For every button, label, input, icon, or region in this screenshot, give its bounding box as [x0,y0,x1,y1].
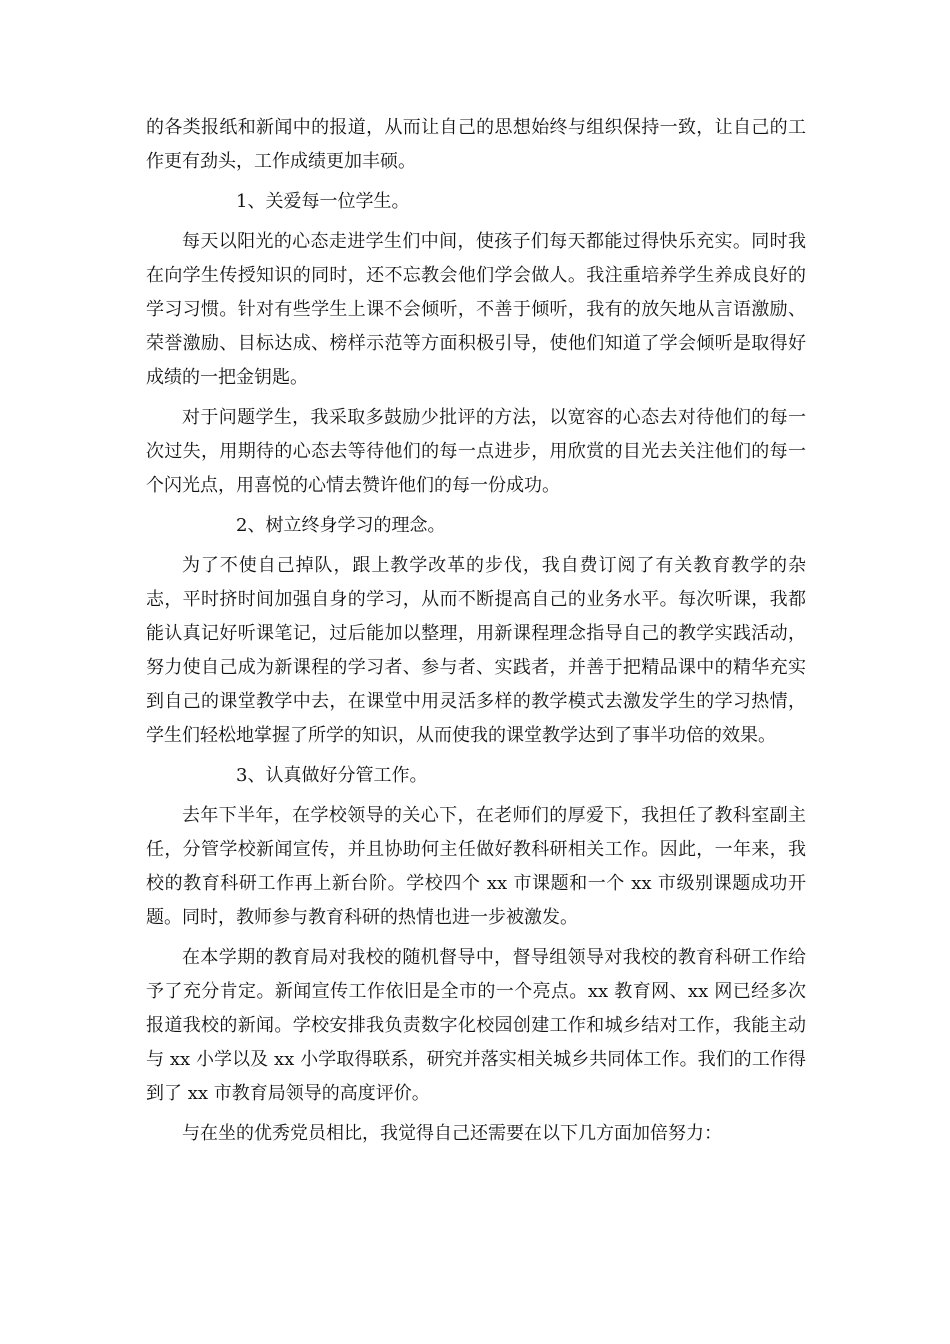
paragraph: 对于问题学生，我采取多鼓励少批评的方法，以宽容的心态去对待他们的每一次过失，用期待的心态去等待他们的每一点进步，用欣赏的目光去关注他们的每一个闪光点，用喜悦的心情去赞许他们的每一份成功。 [146,407,806,496]
paragraph: 与在坐的优秀党员相比，我觉得自己还需要在以下几方面加倍努力： [182,1123,722,1144]
document-body [146,111,806,1157]
paragraph-continuation: 的各类报纸和新闻中的报道，从而让自己的思想始终与组织保持一致，让自己的工作更有劲头，工作成绩更加丰硕。 [146,117,806,172]
section-heading-3: 3、认真做好分管工作。 [236,765,428,786]
section-heading-2: 2、树立终身学习的理念。 [236,515,446,536]
paragraph: 每天以阳光的心态走进学生们中间，使孩子们每天都能过得快乐充实。同时我在向学生传授知识的同时，还不忘教会他们学会做人。我注重培养学生养成良好的学习习惯。针对有些学生上课不会倾听，不善于倾听，我有的放矢地从言语激励、荣誉激励、目标达成、榜样示范等方面积极引导，使他们知道了学会倾听是取得好成绩的一把金钥匙。 [146,231,806,388]
paragraph: 为了不使自己掉队，跟上教学改革的步伐，我自费订阅了有关教育教学的杂志，平时挤时间加强自身的学习，从而不断提高自己的业务水平。每次听课，我都能认真记好听课笔记，过后能加以整理，用新课程理念指导自己的教学实践活动，努力使自己成为新课程的学习者、参与者、实践者，并善于把精品课中的精华充实到自己的课堂教学中去，在课堂中用灵活多样的教学模式去激发学生的学习热情，学生们轻松地掌握了所学的知识，从而使我的课堂教学达到了事半功倍的效果。 [146,555,806,746]
section-heading-1: 1、关爱每一位学生。 [236,191,410,212]
paragraph: 去年下半年，在学校领导的关心下，在老师们的厚爱下，我担任了教科室副主任，分管学校新闻宣传，并且协助何主任做好教科研相关工作。因此，一年来，我校的教育科研工作再上新台阶。学校四个 xx 市课题和一个 xx 市级别课题成功开题。同时，教师参与教育科研的热情也进一步被激发。 [146,805,806,928]
paragraph: 在本学期的教育局对我校的随机督导中，督导组领导对我校的教育科研工作给予了充分肯定。新闻宣传工作依旧是全市的一个亮点。xx 教育网、xx 网已经多次报道我校的新闻。学校安排我负责数字化校园创建工作和城乡结对工作，我能主动与 xx 小学以及 xx 小学取得联系，研究并落实相关城乡共同体工作。我们的工作得到了 xx 市教育局领导的高度评价。 [146,947,806,1104]
